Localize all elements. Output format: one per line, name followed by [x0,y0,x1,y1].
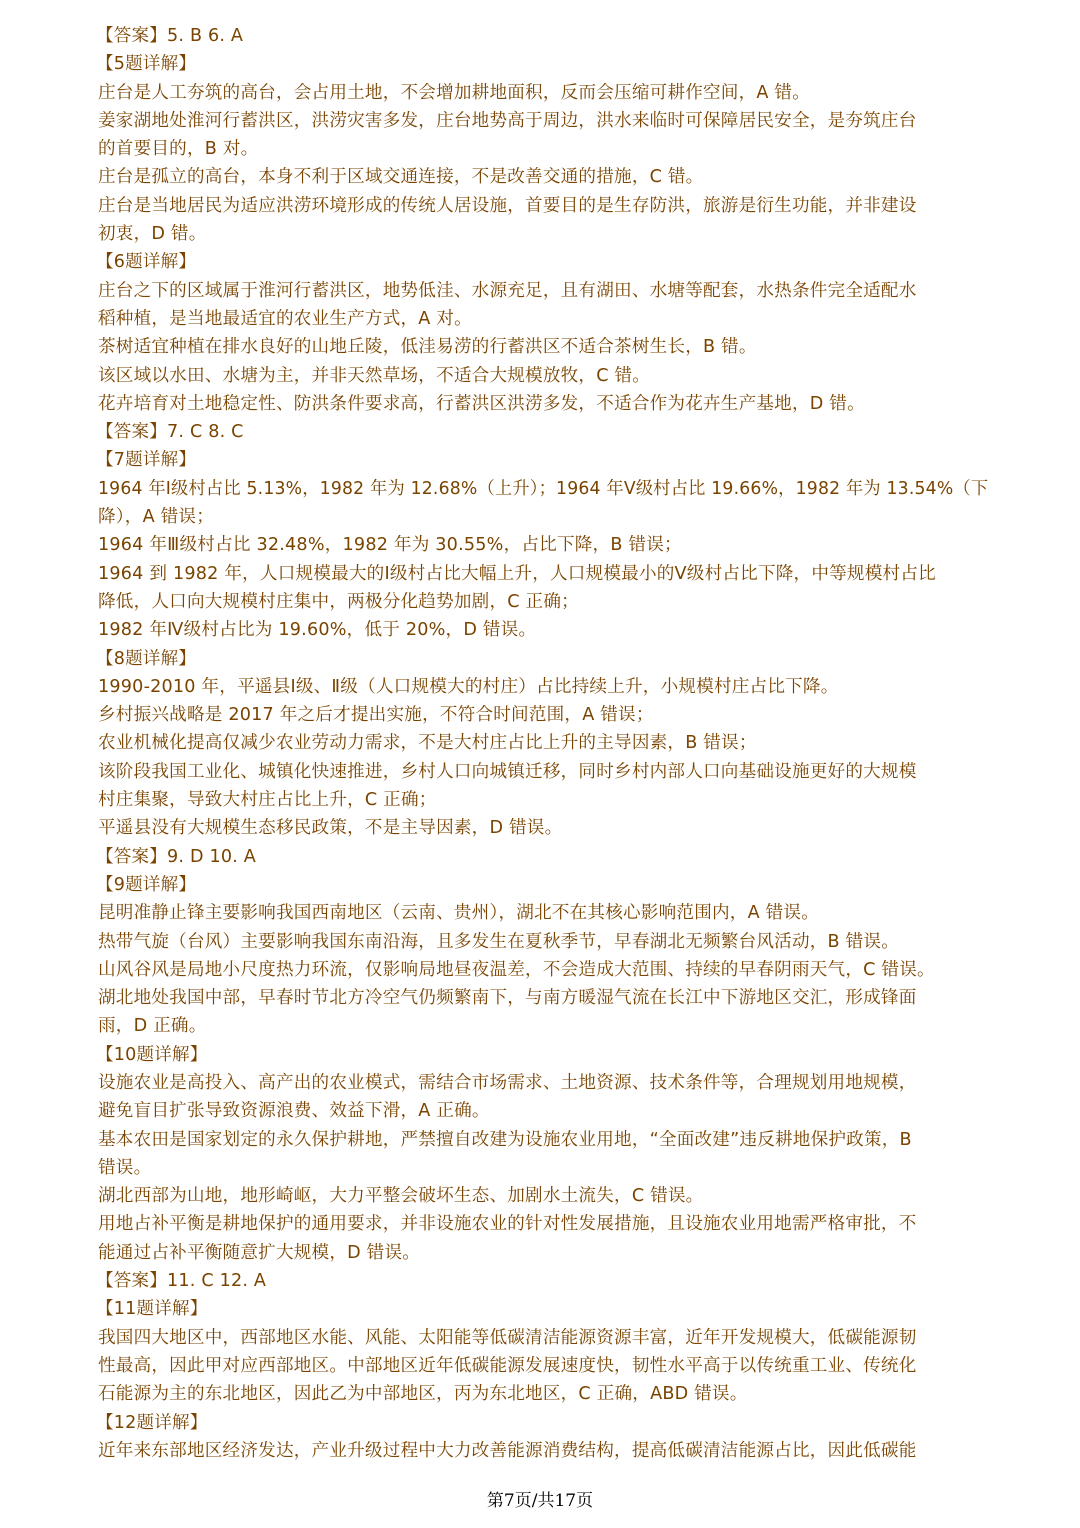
section-heading: 【答案】11. C 12. A [96,1271,267,1292]
text-line: 该阶段我国工业化、城镇化快速推进，乡村人口向城镇迁移，同时乡村内部人口向基础设施更好的大规模 [98,761,917,782]
section-heading: 【答案】7. C 8. C [96,422,244,443]
section-heading: 【9题详解】 [96,874,197,895]
text-line: 降），A 错误； [98,507,214,528]
text-line: 降低，人口向大规模村庄集中，两极分化趋势加剧，C 正确； [98,591,579,612]
text-line: 茶树适宜种植在排水良好的山地丘陵，低洼易涝的行蓄洪区不适合茶树生长，B 错。 [98,337,757,358]
text-line: 庄台是孤立的高台，本身不利于区域交通连接，不是改善交通的措施，C 错。 [98,167,704,188]
text-line: 乡村振兴战略是 2017 年之后才提出实施，不符合时间范围，A 错误； [98,705,654,726]
text-line: 用地占补平衡是耕地保护的通用要求，并非设施农业的针对性发展措施，且设施农业用地需严格审批，不 [98,1214,917,1235]
text-line: 花卉培育对土地稳定性、防洪条件要求高，行蓄洪区洪涝多发，不适合作为花卉生产基地，D 错。 [98,393,865,414]
text-line: 该区域以水田、水塘为主，并非天然草场，不适合大规模放牧，C 错。 [98,365,651,386]
text-line: 1982 年Ⅳ级村占比为 19.60%，低于 20%，D 错误。 [98,620,537,641]
section-heading: 【10题详解】 [96,1044,208,1065]
text-line: 避免盲目扩张导致资源浪费、效益下滑，A 正确。 [98,1101,490,1122]
text-line: 1990-2010 年，平遥县Ⅰ级、Ⅱ级（人口规模大的村庄）占比持续上升，小规模村庄占比下降。 [98,676,839,697]
section-heading: 【7题详解】 [96,450,197,471]
text-line: 姜家湖地处淮河行蓄洪区，洪涝灾害多发，庄台地势高于周边，洪水来临时可保障居民安全，是夯筑庄台 [98,110,917,131]
section-heading: 【答案】9. D 10. A [96,846,256,867]
text-line: 的首要目的，B 对。 [98,139,259,160]
page-footer: 第7页/共17页 [486,1491,594,1511]
text-line: 石能源为主的东北地区，因此乙为中部地区，丙为东北地区，C 正确，ABD 错误。 [98,1384,748,1405]
text-line: 能通过占补平衡随意扩大规模，D 错误。 [98,1242,421,1263]
text-line: 热带气旋（台风）主要影响我国东南沿海，且多发生在夏秋季节，早春湖北无频繁台风活动，B 错误。 [98,931,899,952]
text-line: 雨，D 正确。 [98,1016,207,1037]
text-line: 平遥县没有大规模生态移民政策，不是主导因素，D 错误。 [98,818,563,839]
text-line: 山风谷风是局地小尺度热力环流，仅影响局地昼夜温差，不会造成大范围、持续的早春阴雨天气，C 错误。 [98,959,935,980]
text-line: 庄台是人工夯筑的高台，会占用土地，不会增加耕地面积，反而会压缩可耕作空间，A 错。 [98,82,810,103]
document-body [98,22,988,1465]
text-line: 湖北西部为山地，地形崎岖，大力平整会破坏生态、加剧水土流失，C 错误。 [98,1186,704,1207]
text-line: 初衷，D 错。 [98,224,207,245]
text-line: 1964 年Ⅰ级村占比 5.13%，1982 年为 12.68%（上升）；1964 年Ⅴ级村占比 19.66%，1982 年为 13.54%（下 [98,478,989,499]
text-line: 农业机械化提高仅减少农业劳动力需求，不是大村庄占比上升的主导因素，B 错误； [98,733,757,754]
section-heading: 【5题详解】 [96,54,197,75]
section-heading: 【11题详解】 [96,1299,208,1320]
text-line: 湖北地处我国中部，早春时节北方冷空气仍频繁南下，与南方暖湿气流在长江中下游地区交汇，形成锋面 [98,988,917,1009]
text-line: 我国四大地区中，西部地区水能、风能、太阳能等低碳清洁能源资源丰富，近年开发规模大，低碳能源韧 [98,1327,917,1348]
text-line: 昆明准静止锋主要影响我国西南地区（云南、贵州），湖北不在其核心影响范围内，A 错误。 [98,903,819,924]
section-heading: 【答案】5. B 6. A [96,26,244,46]
text-line: 基本农田是国家划定的永久保护耕地，严禁擅自改建为设施农业用地，“全面改建”违反耕地保护政策，B [98,1129,912,1150]
text-line: 性最高，因此甲对应西部地区。中部地区近年低碳能源发展速度快，韧性水平高于以传统重工业、传统化 [98,1355,917,1376]
text-line: 1964 到 1982 年，人口规模最大的Ⅰ级村占比大幅上升，人口规模最小的Ⅴ级村占比下降，中等规模村占比 [98,563,936,584]
text-line: 近年来东部地区经济发达，产业升级过程中大力改善能源消费结构，提高低碳清洁能源占比，因此低碳能 [98,1440,917,1461]
section-heading: 【12题详解】 [96,1412,208,1433]
text-line: 设施农业是高投入、高产出的农业模式，需结合市场需求、土地资源、技术条件等，合理规划用地规模， [98,1072,917,1093]
text-line: 村庄集聚，导致大村庄占比上升，C 正确； [98,790,437,811]
section-heading: 【6题详解】 [96,252,197,273]
section-heading: 【8题详解】 [96,648,197,669]
text-line: 错误。 [98,1157,152,1178]
text-line: 庄台是当地居民为适应洪涝环境形成的传统人居设施，首要目的是生存防洪，旅游是衍生功能，并非建设 [98,195,917,216]
text-line: 稻种植，是当地最适宜的农业生产方式，A 对。 [98,308,472,329]
text-line: 1964 年Ⅲ级村占比 32.48%，1982 年为 30.55%，占比下降，B 错误； [98,535,682,556]
text-line: 庄台之下的区域属于淮河行蓄洪区，地势低洼、水源充足，且有湖田、水塘等配套，水热条件完全适配水 [98,280,917,301]
